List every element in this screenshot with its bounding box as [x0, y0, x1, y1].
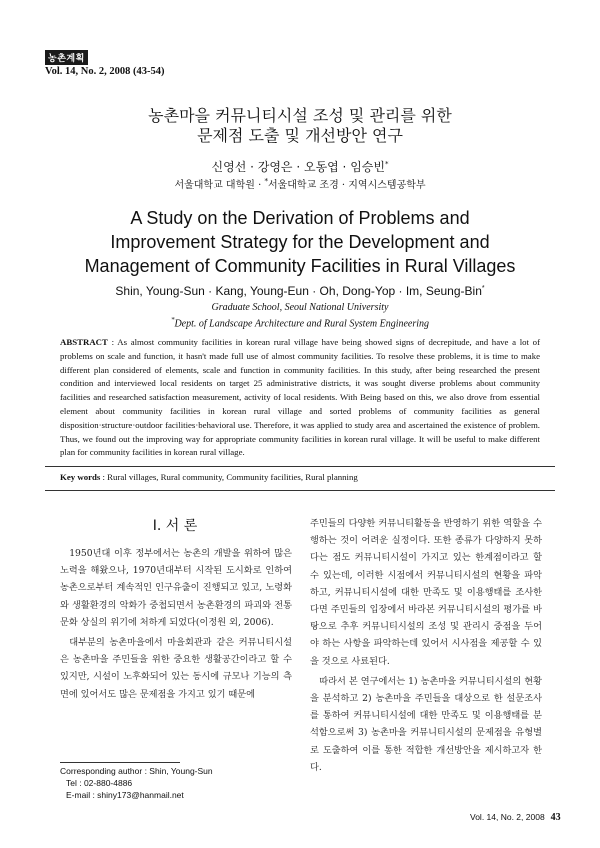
- title-en-line1: A Study on the Derivation of Problems and: [130, 208, 470, 228]
- footnote-tel: Tel : 02-880-4886: [66, 778, 133, 788]
- right-column: [310, 515, 542, 776]
- left-paragraph: 1950년대 이후 정부에서는 농촌의 개발을 위하여 많은 노력을 해왔으나, 1970년대부터 시작된 도시화로 인하여 농촌으로부터 계속적인 인구유출이 진행되고 있고, 노령화와 생활환경의 악화가 중첩되면서 농촌환경의 파괴와 전통문화 상실의 위기에 처하게 되었다(이정원 외, 2006).: [60, 548, 292, 628]
- left-paragraph: 대부분의 농촌마을에서 마을회관과 같은 커뮤니티시설은 농촌마을 주민들을 위한 중요한 생활공간이라고 할 수 있지만, 시설이 노후화되어 있는 동시에 규모나 기능의 측면에 있어서도 많은 문제점을 가지고 있기 때문에: [60, 637, 292, 700]
- journal-badge: 농촌계획: [45, 50, 88, 65]
- section-heading: Ⅰ. 서 론: [152, 518, 198, 534]
- journal-issue: Vol. 14, No. 2, 2008 (43-54): [45, 66, 165, 77]
- affiliation-en-line2: *Dept. of Landscape Architecture and Rural System Engineering: [170, 316, 430, 330]
- affiliation-en-line1: Graduate School, Seoul National University: [211, 302, 389, 313]
- title-en-line2: Improvement Strategy for the Development and: [110, 232, 490, 252]
- footnote-rule: [60, 762, 180, 763]
- affiliation-ko: 서울대학교 대학원 · *서울대학교 조경 · 지역시스템공학부: [174, 177, 426, 191]
- title-ko-line1: 농촌마을 커뮤니티시설 조성 및 관리를 위한: [148, 106, 452, 125]
- title-en-line3: Management of Community Facilities in Rural Villages: [84, 256, 516, 276]
- footnote-author: Corresponding author : Shin, Young-Sun: [60, 766, 213, 776]
- footnote-email: E-mail : shiny173@hanmail.net: [66, 790, 184, 800]
- authors-ko: 신영선 · 강영은 · 오동엽 · 임승빈*: [211, 160, 389, 174]
- page-number: 43: [550, 812, 561, 823]
- keywords: Key words : Rural villages, Rural community, Community facilities, Rural planning: [60, 472, 358, 482]
- left-column: [60, 545, 292, 703]
- right-paragraph: 따라서 본 연구에서는 1) 농촌마을 커뮤니티시설의 현황을 분석하고 2) 농촌마을 주민들을 대상으로 한 설문조사를 통하여 커뮤니티시설에 대한 만족도 및 이용행태를 분석함으로써 3) 농촌마을 커뮤니티시설의 문제점을 유형별로 도출하여 이를 통한 적합한 개선방안을 제시하고자 한다.: [310, 675, 542, 773]
- keywords-top-rule: [45, 466, 555, 467]
- footnote: [60, 765, 213, 801]
- footer-issue: Vol. 14, No. 2, 2008: [470, 812, 545, 822]
- abstract: ABSTRACT : As almost community facilities in korean rural village have being showed signs of decrepitude, and have a lot of problems on scale and function, it hasn't made full use of almost community facilities. To resolve these problems, it is time to make different plan considered of elements, scale and function in community facilities. In this study, after being researched the present condition and interviewed local residents on target 25 administrative districts, it was sought diverse problems about community facilities and researched satisfaction measurement, activity of local residents. With Being based on this, we also drove from essential element about community facilities in korean rural village and sorted problems of community facilities as general disposition·structure·outdoor facilities·behavioral use. Therefore, it was applied to study area and ascertained the existence of problem. Thus, we found out the improving way for appropriate community facilities in korean rural village. It will be useful to make different plan for community facilities in korean rural village.: [60, 337, 540, 458]
- keywords-bottom-rule: [45, 490, 555, 491]
- right-paragraph: 주민들의 다양한 커뮤니티활동을 반영하기 위한 역할을 수행하는 것이 어려운 실정이다. 또한 종류가 다양하지 못하다는 점도 커뮤니티시설이 가지고 있는 한계점이라고 할 수 있는데, 이러한 시점에서 커뮤니티시설의 현황을 파악하고, 커뮤니티시설에 대한 만족도 및 이용행태를 조사한다면 주민들의 입장에서 바라본 커뮤니티시설의 평가를 바탕으로 추후 커뮤니티시설의 조성 및 관리시 중점을 두어야 하는 사항을 파악하는데 있어서 시사점을 제공할 수 있을 것으로 사료된다.: [310, 518, 542, 667]
- page-footer: [470, 812, 561, 823]
- authors-en: Shin, Young-Sun · Kang, Young-Eun · Oh, Dong-Yop · Im, Seung-Bin*: [115, 284, 485, 298]
- title-ko-line2: 문제점 도출 및 개선방안 연구: [197, 126, 403, 145]
